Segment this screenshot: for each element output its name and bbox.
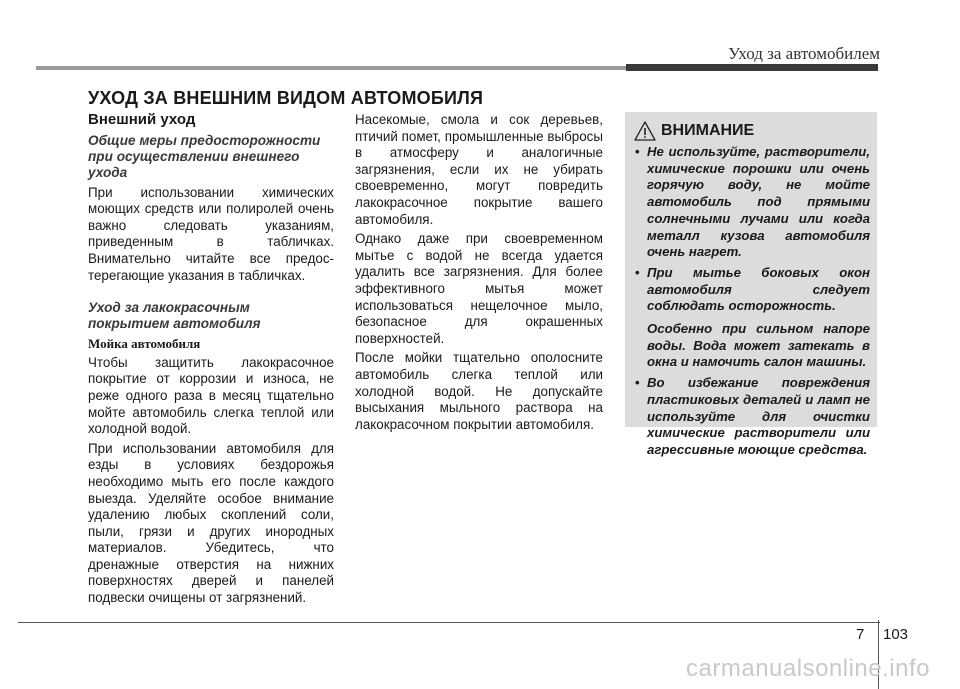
warning-box: [625, 112, 877, 457]
warning-list: [635, 144, 870, 463]
running-header-title: Уход за автомобилем: [728, 44, 880, 63]
column-1: [88, 112, 334, 607]
footer-rule: [18, 622, 880, 623]
warning-item: [635, 375, 870, 459]
warning-title: ВНИМАНИЕ: [661, 122, 755, 139]
section-title: УХОД ЗА ВНЕШНИМ ВИДОМ АВТОМОБИЛЯ: [88, 88, 484, 108]
paragraph-rinse: После мойки тщательно ополосните автомобиль слегка теплой или холодной водой. Не допускайте высыхания мыльного раствора на лакокрасочном покрытии автомобиля.: [355, 350, 603, 432]
chapter-number: 7: [856, 626, 865, 643]
column-2: [355, 112, 603, 433]
header-rule-dark: [626, 64, 878, 71]
warning-item-extra-text: Особенно при сильном напоре воды. Вода может затекать в окна и намочить салон машины.: [647, 321, 870, 370]
paragraph-offroad-wash: При использовании автомобиля для езды в условиях бездорожья необходимо мыть его после каждого выезда. Уделяйте особое внимание удалению любых скоплений соли, пыли, грязи и других инородных материалов. Убедитесь, что дренажные отверстия на нижних поверхностях дверей и панелей подвески очищены от загрязнений.: [88, 440, 334, 606]
warning-item-text: Не используйте, растворители, химические порошки или очень горячую воду, не мойте автомобиль под прямыми солнечными лучами или когда металл кузова автомобиля очень нагрет.: [647, 144, 870, 260]
warning-item-text: При мытье боковых окон автомобиля следует соблюдать осторожность.: [647, 264, 870, 314]
subheading-paint-care: Уход за лакокрасочным покрытием автомобиля: [88, 300, 261, 332]
bullet: •: [635, 375, 640, 391]
header-rule-gray: [36, 66, 626, 70]
warning-header: [633, 120, 754, 142]
bullet: •: [635, 144, 640, 159]
subheading-car-wash: Мойка автомобиля: [88, 336, 201, 352]
warning-item: [635, 265, 870, 371]
paragraph-contaminants: Насекомые, смола и сок деревьев, птичий помет, промышленные выбросы в атмосферу и аналогичные загрязнения, если их не убирать своевременно, могут повредить лакокрасочное покрытие вашего автомобиля.: [355, 112, 603, 227]
warning-item-text: Во избежание повреждения пластиковых деталей и ламп не используйте для очистки химические растворители или агрессивные моющие средства.: [647, 375, 870, 457]
paragraph-wash-monthly: Чтобы защитить лакокрасочное покрытие от коррозии и износа, не реже одного раза в месяц тщательно мойте автомобиль слегка теплой или холодной водой.: [88, 354, 334, 437]
warning-item: [635, 144, 870, 261]
bullet: •: [635, 264, 640, 280]
subheading-general-precautions: Общие меры предосторожности при осуществлении внешнего ухода: [88, 132, 321, 180]
paragraph-soap: Однако даже при своевременном мытье с водой не всегда удается удалить все загрязнения. Для более эффективного мытья может использоваться нещелочное мыло, безопасное для окрашенных поверхностей.: [355, 231, 603, 346]
page-number: 103: [883, 626, 909, 643]
watermark: carmanualsonline.info: [686, 655, 930, 682]
warning-triangle-icon: [633, 120, 657, 142]
paragraph-precautions: При использовании химических моющих средств или полиролей очень важно следовать указаниям, приведенным в табличках. Внимательно читайте все предос-терегающие указания в табличках.: [88, 184, 334, 283]
heading-exterior-care: Внешний уход: [88, 111, 196, 128]
